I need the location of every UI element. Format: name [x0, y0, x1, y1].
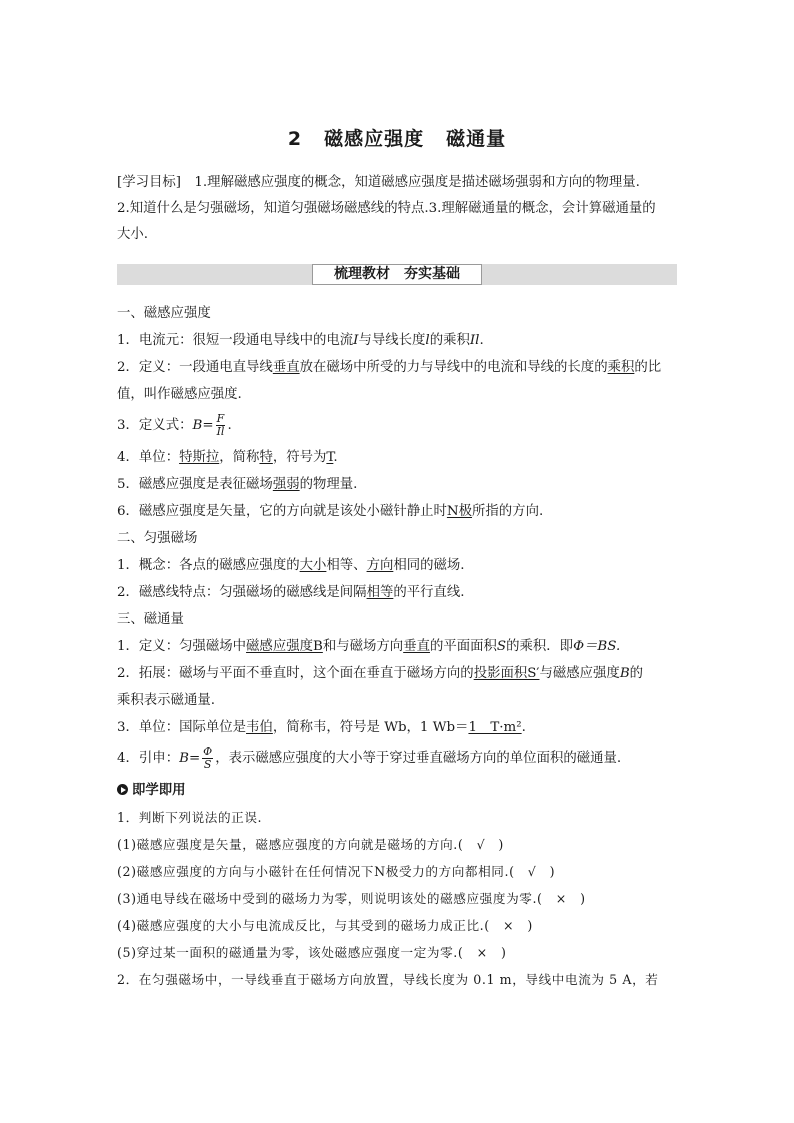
list-item: [117, 498, 682, 525]
text: ，简称: [219, 450, 260, 465]
title-text-2: 磁通量: [446, 128, 507, 150]
text: 所指的方向.: [472, 504, 544, 519]
list-item: [117, 633, 682, 660]
text: ，简称韦，符号是 Wb，1 Wb＝: [272, 720, 469, 735]
answer-blank: 垂直: [403, 639, 430, 654]
text: 的乘积．即: [506, 639, 574, 654]
answer-blank: 垂直: [272, 360, 300, 375]
text: =: [188, 751, 201, 766]
list-item: [117, 327, 682, 354]
text: 和与磁场方向: [322, 639, 404, 654]
list-item: [117, 714, 682, 741]
text: 相同的磁场.: [393, 558, 465, 573]
statement-4: (4)磁感应强度的大小与电流成反比，与其受到的磁场力成正比.( × ): [117, 918, 533, 933]
title-text-1: 磁感应强度: [324, 128, 425, 150]
text: 4．单位：: [117, 450, 180, 465]
answer-blank: 乘积: [607, 360, 635, 375]
text: 的乘积: [429, 333, 470, 348]
text: 相等、: [326, 558, 367, 573]
text: .: [479, 333, 484, 348]
text: 与导线长度: [358, 333, 426, 348]
text: 1．概念：各点的磁感应强度的: [117, 558, 300, 573]
text: .: [521, 720, 526, 735]
symbol: Il: [469, 333, 480, 348]
answer-blank: 强弱: [272, 477, 300, 492]
title-number: 2: [287, 128, 303, 150]
answer-blank: 投影面积S′: [473, 666, 540, 681]
text: =: [202, 418, 214, 433]
question-1: 1．判断下列说法的正误.: [117, 810, 263, 825]
statement-1: (1)磁感应强度是矢量，磁感应强度的方向就是磁场的方向.( √ ): [117, 837, 504, 852]
numerator: Φ: [203, 745, 213, 758]
symbol: S: [496, 639, 507, 654]
main-content: [117, 300, 682, 993]
text: 的平面面积: [429, 639, 497, 654]
section-heading: 三、磁通量: [117, 612, 184, 627]
banner-label: 梳理教材 夯实基础: [312, 264, 482, 285]
list-item: [117, 354, 682, 381]
text: 2．拓展：磁场与平面不垂直时，这个面在垂直于磁场方向的: [117, 666, 474, 681]
section-heading: 一、磁感应强度: [117, 306, 211, 321]
symbol: B: [179, 751, 189, 766]
statement-3: (3)通电导线在磁场中受到的磁场力为零，则说明该处的磁感应强度为零.( × ): [117, 891, 586, 906]
text: 的物理量.: [299, 477, 358, 492]
text: 3．单位：国际单位是: [117, 720, 247, 735]
text: .: [227, 418, 232, 433]
text: 的平行直线.: [393, 585, 465, 600]
text: 1．电流元：很短一段通电导线中的电流: [117, 333, 354, 348]
answer-blank: 磁感应强度B: [246, 639, 323, 654]
text: ，符号为: [272, 450, 327, 465]
list-item: [117, 552, 682, 579]
list-item: [117, 408, 682, 444]
numerator: F: [216, 412, 225, 425]
text: 3．定义式：: [117, 418, 193, 433]
denominator: S: [203, 758, 212, 771]
answer-blank: 大小: [299, 558, 327, 573]
goals-line-3: 大小.: [117, 227, 149, 242]
list-item: [117, 579, 682, 606]
fraction: [202, 746, 213, 771]
text: 5．磁感应强度是表征磁场: [117, 477, 273, 492]
answer-blank: 相等: [366, 585, 394, 600]
answer-blank: 特: [259, 450, 273, 465]
answer-blank: 韦伯: [246, 720, 273, 735]
practice-heading-label: 即学即用: [132, 783, 186, 798]
goals-line-2: 2.知道什么是匀强磁场，知道匀强磁场磁感线的特点.3.理解磁通量的概念，会计算磁通量的: [117, 201, 656, 216]
list-item-continuation: 乘积表示磁通量.: [117, 693, 215, 708]
answer-blank: N极: [446, 504, 473, 519]
denominator: Il: [216, 425, 225, 438]
list-item: [117, 471, 682, 498]
goals-line-1: [学习目标] 1.理解磁感应强度的概念，知道磁感应强度是描述磁场强弱和方向的物理量.: [117, 175, 640, 190]
symbol: l: [425, 333, 430, 348]
question-2: 2．在匀强磁场中，一导线垂直于磁场方向放置，导线长度为 0.1 m，导线中电流为 5 A，若: [117, 972, 659, 987]
text: 放在磁场中所受的力与导线中的电流和导线的长度的: [299, 360, 608, 375]
symbol: B: [619, 666, 630, 681]
text: 6．磁感应强度是矢量，它的方向就是该处小磁针静止时: [117, 504, 447, 519]
statement-5: (5)穿过某一面积的磁通量为零，该处磁感应强度一定为零.( × ): [117, 945, 507, 960]
play-circle-icon: [117, 784, 128, 795]
list-item: [117, 444, 682, 471]
statement-2: (2)磁感应强度的方向与小磁针在任何情况下N极受力的方向都相同.( √ ): [117, 864, 556, 879]
text: 2．磁感线特点：匀强磁场的磁感线是间隔: [117, 585, 367, 600]
answer-blank: 特斯拉: [179, 450, 220, 465]
list-item: [117, 660, 682, 687]
text: ，表示磁感应强度的大小等于穿过垂直磁场方向的单位面积的磁通量.: [215, 751, 622, 766]
section-heading: 二、匀强磁场: [117, 531, 198, 546]
list-item: [117, 741, 682, 777]
text: 2．定义：一段通电直导线: [117, 360, 273, 375]
symbol: I: [353, 333, 359, 348]
text: 与磁感应强度: [539, 666, 620, 681]
text: 1．定义：匀强磁场中: [117, 639, 247, 654]
symbol: B: [192, 418, 203, 433]
answer-blank: T: [326, 450, 334, 465]
answer-blank: 方向: [366, 558, 394, 573]
formula: Φ＝BS.: [573, 639, 621, 654]
list-item-continuation: 值，叫作磁感应强度.: [117, 387, 242, 402]
answer-blank: 1 T·m²: [468, 720, 522, 735]
practice-heading: [117, 777, 682, 804]
fraction: [216, 413, 226, 438]
page-title: [0, 124, 794, 151]
text: .: [333, 450, 338, 465]
section-banner: [117, 264, 677, 285]
text: 的: [629, 666, 644, 681]
text: 4．引申：: [117, 751, 180, 766]
text: 的比: [634, 360, 662, 375]
learning-goals: [117, 170, 682, 248]
